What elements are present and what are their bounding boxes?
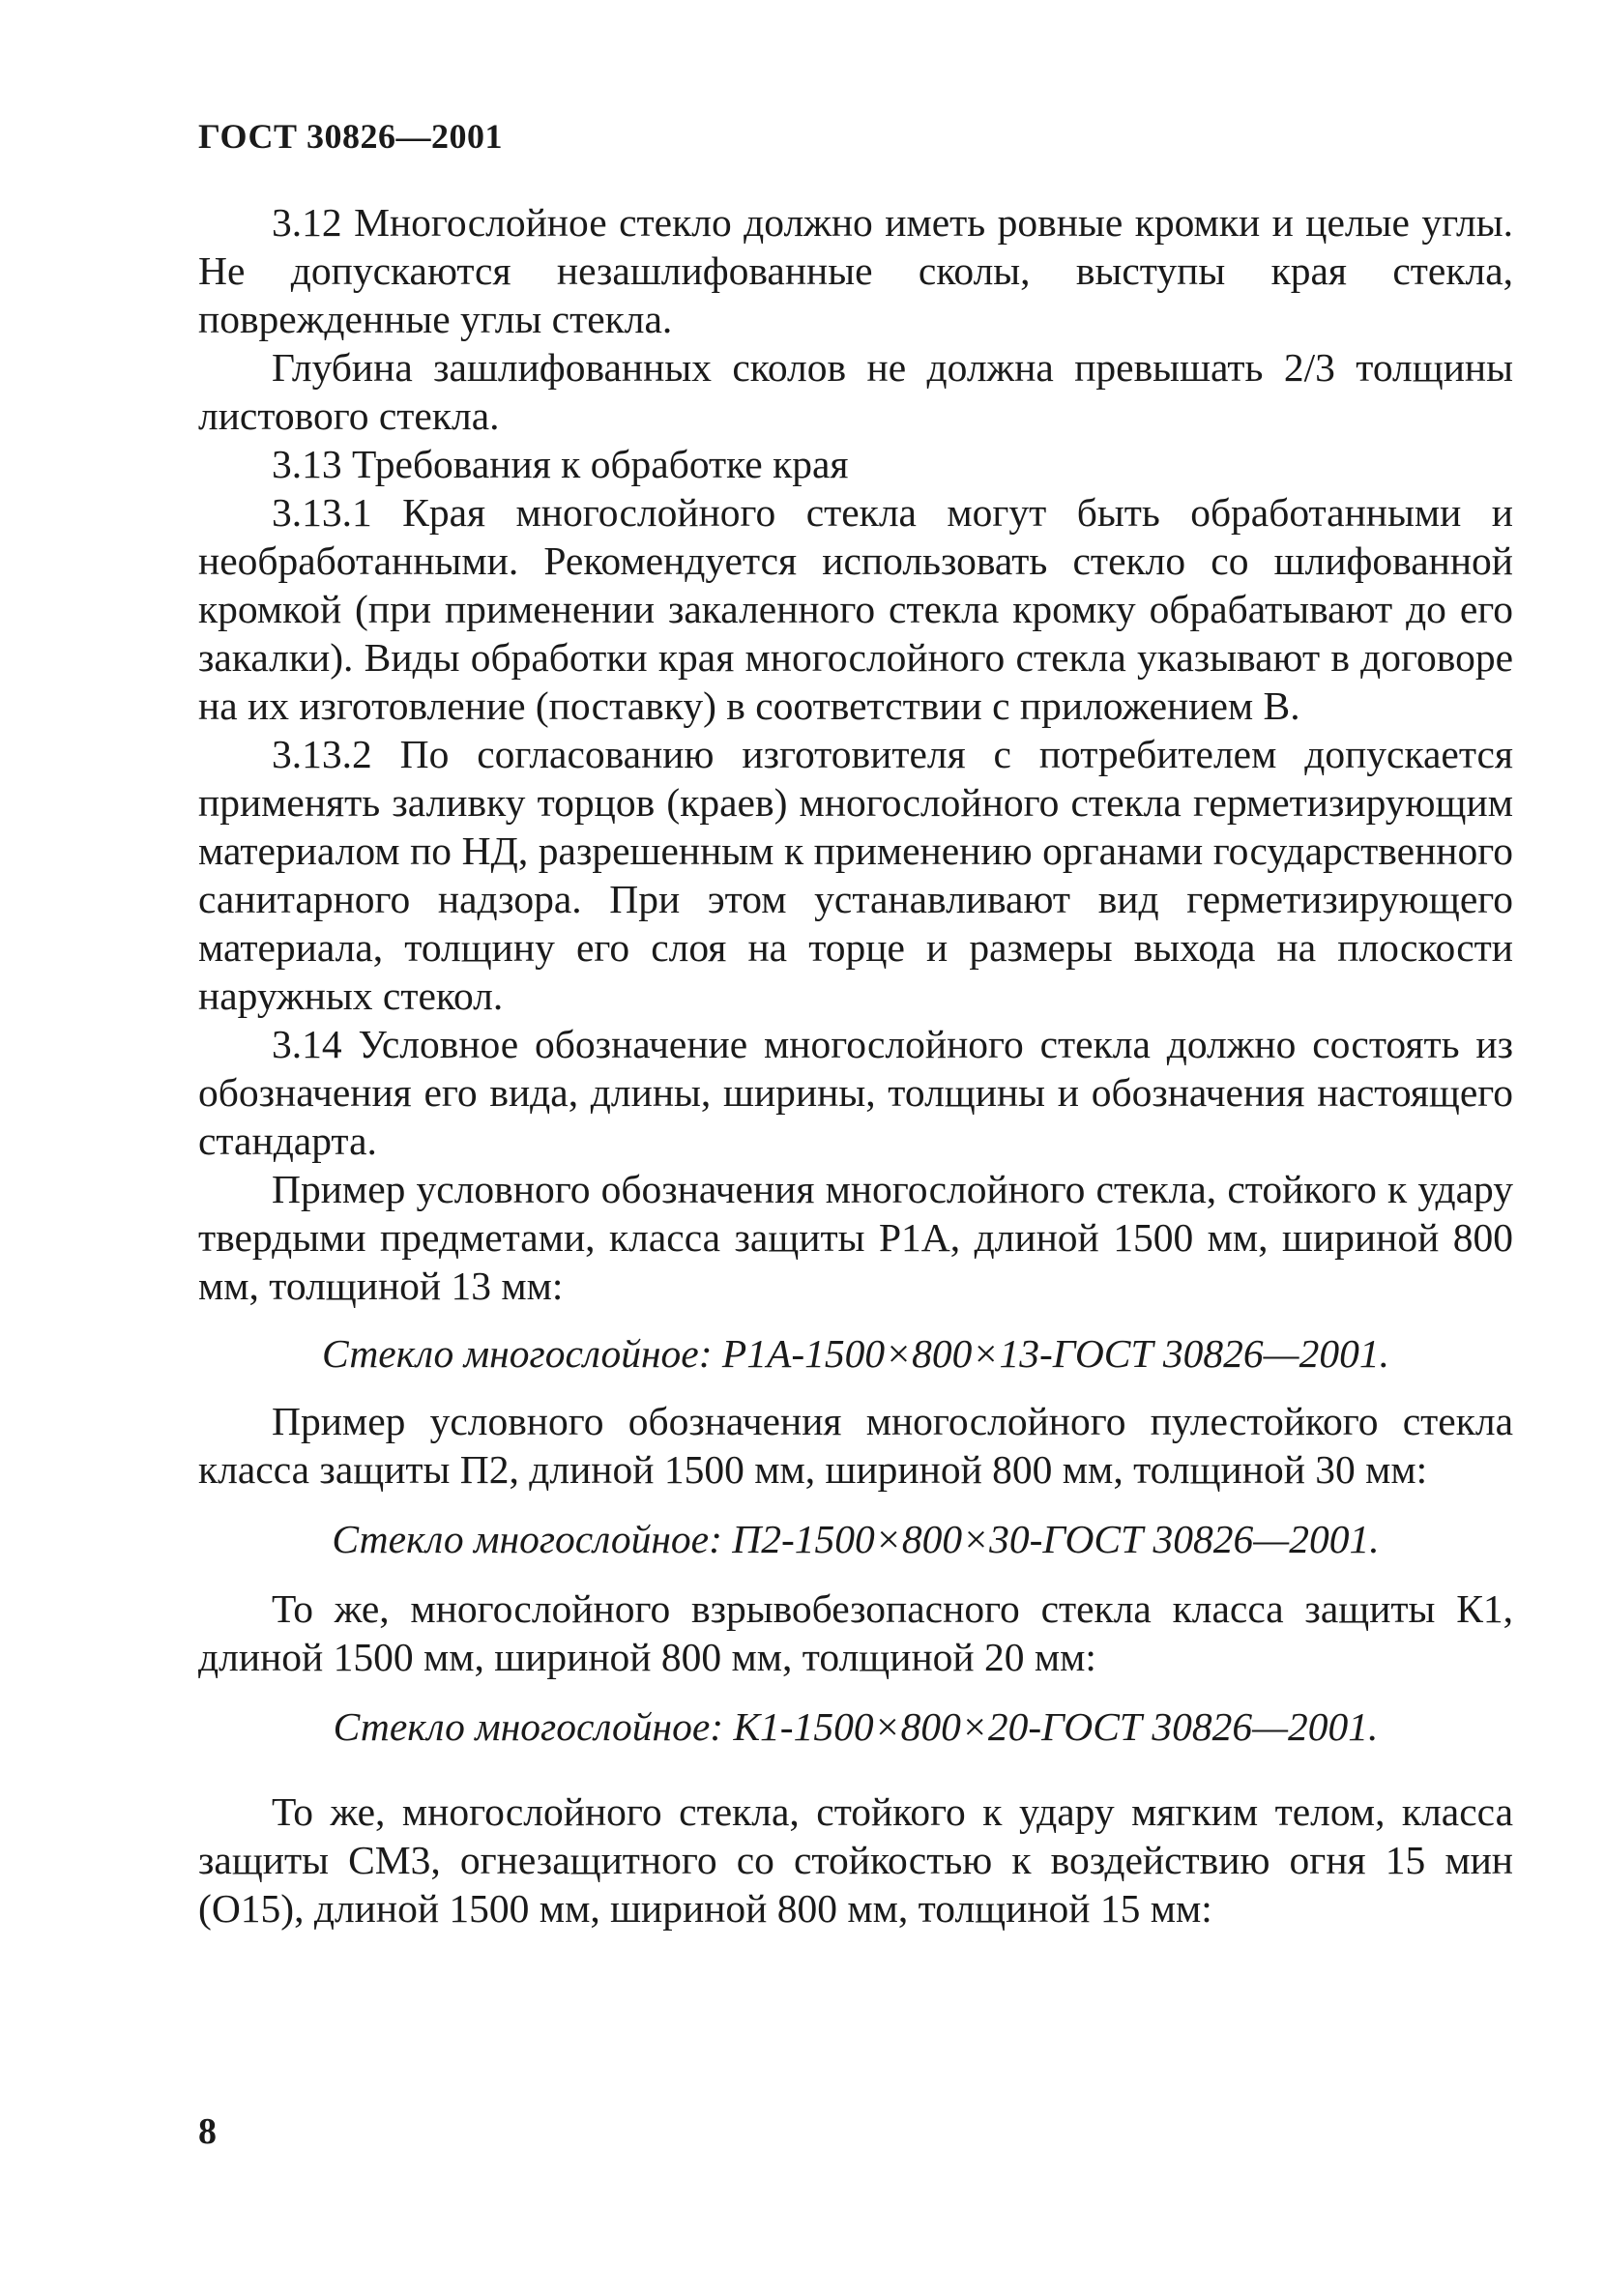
page-number: 8 bbox=[198, 2111, 217, 2152]
document-body bbox=[198, 198, 1513, 1933]
designation-example-1: Стекло многослойное: Р1А-1500×800×13-ГОСТ 30826—2001. bbox=[322, 1331, 1389, 1376]
paragraph-3-13-1: 3.13.1 Края многослойного стекла могут быть обработанными и необработанными. Рекомендуется использовать стекло со шлифованной кромкой (при применении закаленного стекла кромку обрабатывают до его закалки). Виды обработки края многослойного стекла указывают в договоре на их изготовление (поставку) в соответствии с приложением В. bbox=[198, 490, 1513, 728]
designation-example-2: Стекло многослойное: П2-1500×800×30-ГОСТ 30826—2001. bbox=[332, 1517, 1380, 1561]
document-header: ГОСТ 30826—2001 bbox=[198, 117, 503, 156]
paragraph-example-1: Пример условного обозначения многослойного стекла, стойкого к удару твердыми предметами, класса защиты Р1А, длиной 1500 мм, шириной 800 мм, толщиной 13 мм: bbox=[198, 1167, 1513, 1308]
paragraph-3-12-chip-depth: Глубина зашлифованных сколов не должна превышать 2/3 толщины листового стекла. bbox=[198, 345, 1513, 438]
paragraph-3-13-heading: 3.13 Требования к обработке края bbox=[272, 442, 849, 486]
paragraph-3-13-2: 3.13.2 По согласованию изготовителя с потребителем допускается применять заливку торцов (краев) многослойного стекла герметизирующим материалом по НД, разрешенным к применению органами государственного санитарного надзора. При этом устанавливают вид герметизирующего материала, толщину его слоя на торце и размеры выхода на плоскости наружных стекол. bbox=[198, 732, 1513, 1018]
paragraph-example-2: Пример условного обозначения многослойного пулестойкого стекла класса защиты П2, длиной 1500 мм, шириной 800 мм, толщиной 30 мм: bbox=[198, 1399, 1513, 1492]
paragraph-example-4: То же, многослойного стекла, стойкого к удару мягким телом, класса защиты СМ3, огнезащитного со стойкостью к воздействию огня 15 мин (О15), длиной 1500 мм, шириной 800 мм, толщиной 15 мм: bbox=[198, 1789, 1513, 1931]
designation-example-3: Стекло многослойное: К1-1500×800×20-ГОСТ 30826—2001. bbox=[333, 1704, 1379, 1749]
paragraph-3-12: 3.12 Многослойное стекло должно иметь ровные кромки и целые углы. Не допускаются незашлифованные сколы, выступы края стекла, поврежденные углы стекла. bbox=[198, 200, 1513, 341]
paragraph-example-3: То же, многослойного взрывобезопасного стекла класса защиты К1, длиной 1500 мм, шириной 800 мм, толщиной 20 мм: bbox=[198, 1586, 1513, 1679]
paragraph-3-14: 3.14 Условное обозначение многослойного стекла должно состоять из обозначения его вида, длины, ширины, толщины и обозначения настоящего стандарта. bbox=[198, 1022, 1513, 1163]
